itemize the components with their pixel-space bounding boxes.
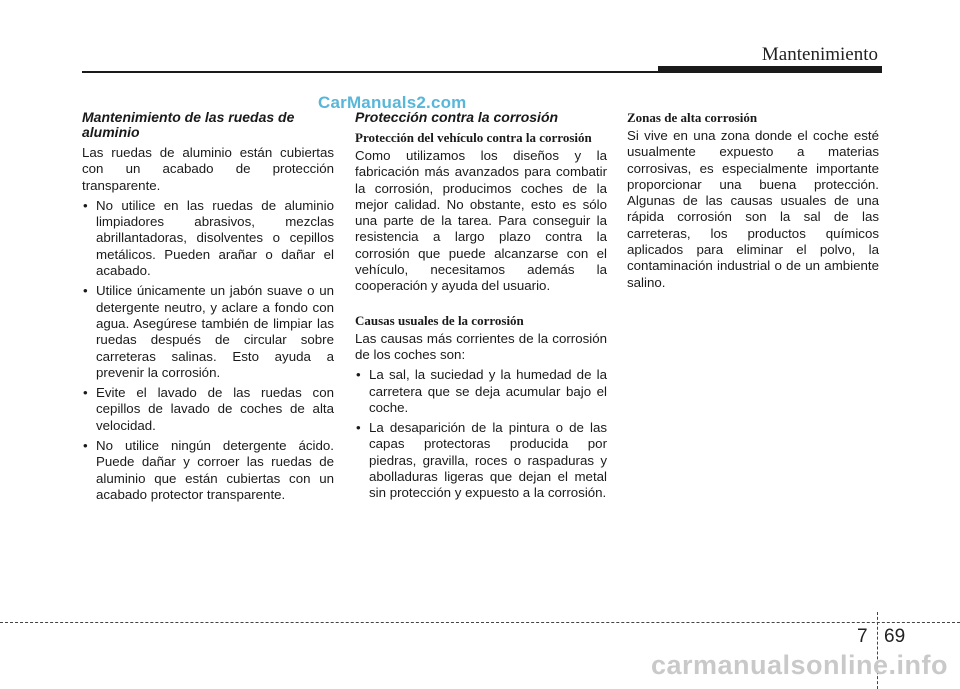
page-chapter-number: 7	[857, 626, 868, 647]
footer-dashed-line	[0, 622, 960, 623]
subtitle-high-corrosion-zones: Zonas de alta corrosión	[627, 110, 758, 125]
column-2	[355, 110, 607, 506]
list-item: • Evite el lavado de las ruedas con cepillos de lavado de coches de alta velocidad.	[82, 385, 334, 434]
list-item: • No utilice en las ruedas de aluminio limpiadores abrasivos, mezclas abrillantadoras, disolventes o cepillos metálicos. Pueden arañar o dañar el acabado.	[82, 198, 334, 279]
column-1	[82, 110, 334, 507]
corrosion-causes-list	[355, 367, 607, 501]
section-title-corrosion-protection: Protección contra la corrosión	[355, 109, 559, 125]
page-number: 69	[884, 626, 906, 647]
list-item: • No utilice ningún detergente ácido. Puede dañar y corroer las ruedas de aluminio que están cubiertas con un acabado protector transparente.	[82, 438, 334, 503]
subtitle-vehicle-protection: Protección del vehículo contra la corrosión	[355, 130, 592, 145]
list-item: • Utilice únicamente un jabón suave o un detergente neutro, y aclare a fondo con agua. Asegúrese también de limpiar las ruedas después de circular sobre carreteras salinas. Esto ayuda a prevenir la corrosión.	[82, 283, 334, 381]
watermark-bottom[interactable]: carmanualsonline.info	[650, 650, 948, 680]
high-corrosion-paragraph: Si vive en una zona donde el coche esté usualmente expuesto a materias corrosivas, es especialmente importante proporcionar una buena protección. Algunas de las causas usuales de una rápida corrosión son la sal de las carreteras, los productos químicos aplicados para eliminar el polvo, la contaminación industrial o de un ambiente salino.	[627, 128, 879, 290]
column-3	[627, 110, 879, 295]
section-title-aluminum-wheels: Mantenimiento de las ruedas de aluminio	[82, 109, 295, 140]
vehicle-protection-paragraph: Como utilizamos los diseños y la fabricación más avanzados para combatir la corrosión, producimos coches de la mejor calidad. No obstante, esto es sólo una parte de la tarea. Para conseguir la resistencia a largo plazo contra la corrosión que puede alcanzarse con el vehículo, necesitamos además la cooperación y ayuda del usuario.	[355, 148, 607, 294]
aluminum-wheels-intro: Las ruedas de aluminio están cubiertas con un acabado de protección transparente.	[82, 145, 334, 193]
subtitle-corrosion-causes: Causas usuales de la corrosión	[355, 312, 524, 328]
header-title: Mantenimiento	[761, 44, 878, 65]
watermark-top[interactable]: CarManuals2.com	[318, 93, 467, 112]
corrosion-causes-paragraph: Las causas más corrientes de la corrosión de los coches son:	[355, 330, 607, 362]
header-rule-thick	[658, 66, 882, 72]
spacer	[355, 299, 607, 313]
list-item: • La desaparición de la pintura o de las capas protectoras producida por piedras, gravilla, roces o raspaduras y abolladuras ligeras que dejan el metal sin protección y expuesto a la corrosión.	[355, 420, 607, 501]
list-item: • La sal, la suciedad y la humedad de la carretera que se deja acumular bajo el coche.	[355, 367, 607, 416]
aluminum-wheels-list	[82, 198, 334, 503]
